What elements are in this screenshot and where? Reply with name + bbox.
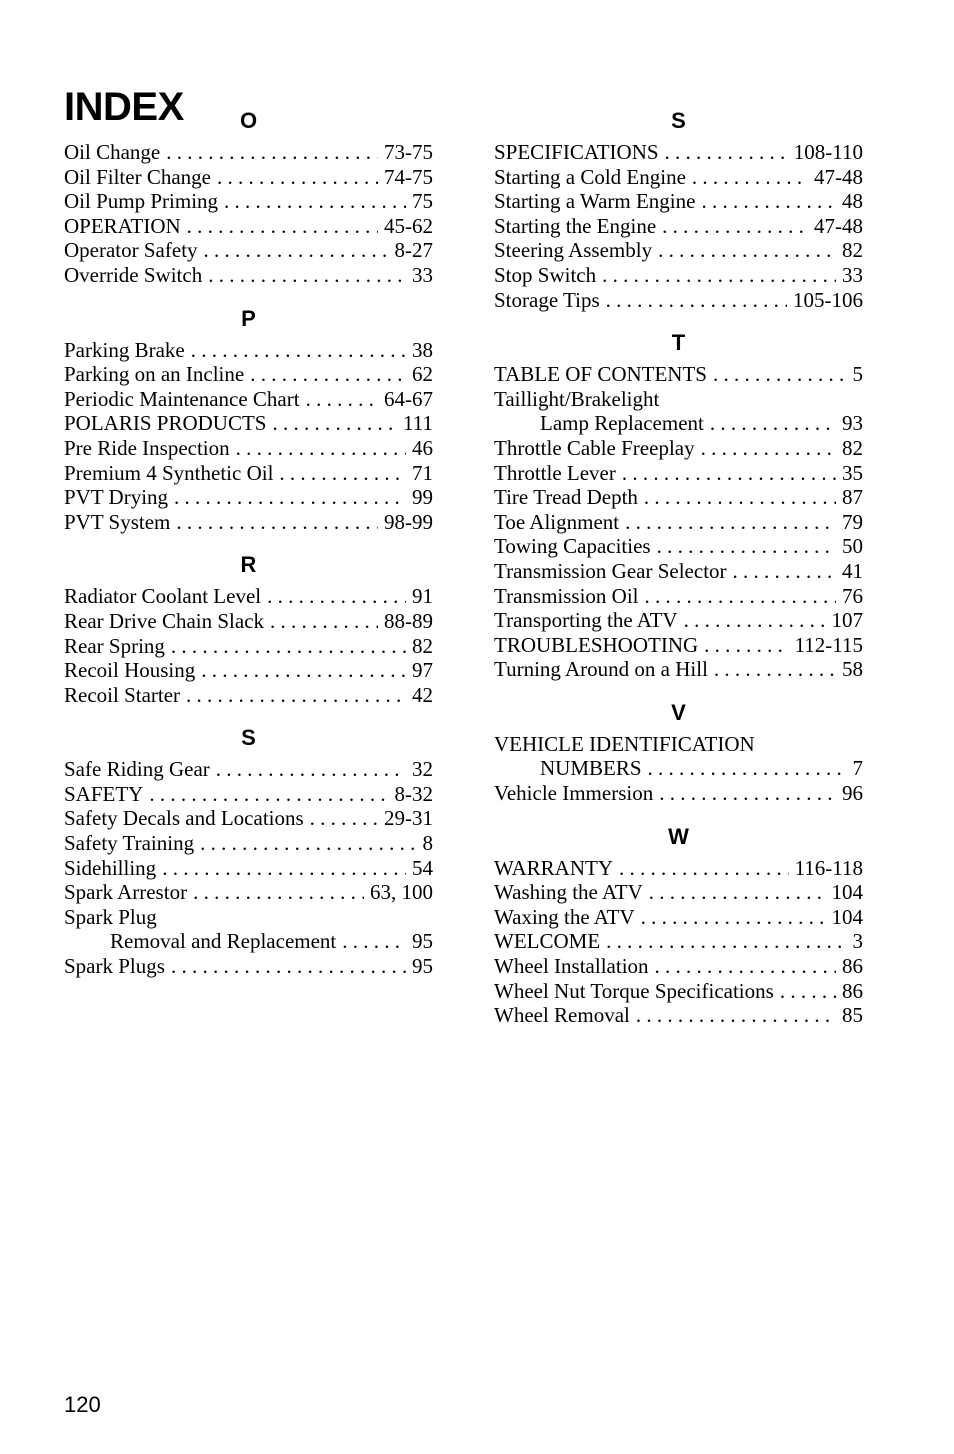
entry-page-number: 38 [412,337,433,362]
entry-page-number: 29-31 [384,806,433,831]
entry-page-number: 54 [412,855,433,880]
entry-name: Pre Ride Inspection [64,435,230,460]
index-entry [494,510,863,535]
index-entry [494,657,863,682]
entry-page-number: 58 [842,657,863,682]
index-entry [64,683,433,708]
index-entry [64,165,433,190]
entry-name: Wheel Removal [494,1003,630,1028]
dot-leader [208,263,406,288]
index-entry [494,238,863,263]
dot-leader [162,856,406,881]
dot-leader [306,387,378,412]
entry-page-number: 82 [412,633,433,658]
dot-leader [187,214,378,239]
index-entry-heading: VEHICLE IDENTIFICATION [494,731,755,756]
entry-page-number: 63, 100 [370,880,433,905]
index-entry [64,782,433,807]
entry-name: SAFETY [64,781,144,806]
dot-leader [216,757,406,782]
entry-page-number: 86 [842,954,863,979]
entry-name: WELCOME [494,929,601,954]
index-entry [494,214,863,239]
dot-leader [272,411,397,436]
index-section-o [64,106,433,302]
section-letter: R [240,552,257,578]
entry-page-number: 48 [842,189,863,214]
entry-page-number: 75 [412,189,433,214]
entry-page-number: 42 [412,682,433,707]
entry-page-number: 111 [403,411,433,436]
index-entry [64,510,433,535]
dot-leader [171,954,406,979]
dot-leader [200,831,416,856]
index-entry [64,634,433,659]
entry-page-number: 97 [412,658,433,683]
entry-name: NUMBERS [540,756,642,781]
index-entry [494,756,863,781]
entry-page-number: 62 [412,362,433,387]
entry-page-number: 104 [831,880,863,905]
index-entry-heading: Spark Plug [64,904,157,929]
entry-name: Spark Plugs [64,954,165,979]
index-entry [494,534,863,559]
index-entry [494,608,863,633]
entry-name: Throttle Cable Freeplay [494,435,695,460]
entry-page-number: 50 [842,534,863,559]
dot-leader [204,238,389,263]
entry-name: Rear Drive Chain Slack [64,608,265,633]
entry-name: Starting a Cold Engine [494,164,686,189]
entry-page-number: 47-48 [814,213,863,238]
dot-leader [645,584,836,609]
entry-page-number: 108-110 [793,140,863,164]
dot-leader [250,362,406,387]
dot-leader [684,608,826,633]
dot-leader [236,436,406,461]
index-entry [494,781,863,806]
page-title: INDEX [64,84,184,129]
index-entry [64,140,433,165]
index-entry [64,263,433,288]
index-entry [64,806,433,831]
entry-name: Safe Riding Gear [64,757,210,782]
index-entry [494,559,863,584]
index-entry [494,954,863,979]
entry-name: Sidehilling [64,855,157,880]
entry-page-number: 87 [842,485,863,510]
index-entry [494,165,863,190]
dot-leader [606,929,846,954]
dot-leader [602,263,836,288]
index-entry [494,929,863,954]
entry-name: Starting the Engine [494,213,657,238]
index-entry-list [64,757,433,992]
entry-page-number: 112-115 [794,632,863,657]
entry-name: Oil Change [64,140,161,164]
entry-page-number: 32 [412,757,433,782]
dot-leader [665,140,788,165]
dot-leader [636,1003,836,1028]
entry-page-number: 71 [412,460,433,485]
entry-page-number: 74-75 [384,164,433,189]
dot-leader [780,979,836,1004]
dot-leader [619,856,789,881]
dot-leader [714,657,836,682]
index-section-p [64,304,433,549]
index-entry [494,584,863,609]
index-entry [494,856,863,881]
section-letter: S [671,108,686,133]
index-entry [64,189,433,214]
entry-page-number: 76 [842,583,863,608]
index-entry [494,905,863,930]
entry-name: Oil Pump Priming [64,189,219,214]
entry-name: Premium 4 Synthetic Oil [64,460,274,485]
entry-page-number: 88-89 [384,608,433,633]
dot-leader [701,436,836,461]
entry-name: Waxing the ATV [494,904,635,929]
index-entry [64,954,433,979]
dot-leader [657,534,836,559]
index-entry [64,880,433,905]
entry-page-number: 3 [852,929,863,954]
dot-leader [710,411,836,436]
index-entry-list [494,732,863,820]
index-entry [494,263,863,288]
dot-leader [649,880,826,905]
entry-name: Starting a Warm Engine [494,189,696,214]
entry-name: Rear Spring [64,633,165,658]
entry-page-number: 116-118 [794,855,863,880]
dot-leader [310,806,378,831]
entry-name: Operator Safety [64,238,198,263]
entry-name: Transmission Oil [494,583,639,608]
index-entry [64,411,433,436]
entry-name: Periodic Maintenance Chart [64,386,300,411]
section-letter: V [671,699,686,725]
index-entry [64,214,433,239]
entry-name: Recoil Starter [64,682,181,707]
entry-page-number: 35 [842,460,863,485]
section-letter: W [668,823,689,849]
section-letter: O [239,108,258,133]
entry-page-number: 41 [842,558,863,583]
dot-leader [662,214,808,239]
dot-leader [279,461,406,486]
entry-name: Towing Capacities [494,534,651,559]
dot-leader [713,362,847,387]
entry-name: PVT System [64,509,171,534]
section-letter: S [241,725,256,751]
entry-name: Transmission Gear Selector [494,558,727,583]
index-entry [64,485,433,510]
entry-page-number: 5 [852,362,863,387]
dot-leader [201,658,406,683]
dot-leader [641,905,826,930]
entry-name: Vehicle Immersion [494,781,654,806]
index-entry [64,929,433,954]
entry-page-number: 8-27 [394,238,433,263]
dot-leader [217,165,378,190]
index-entry [494,436,863,461]
index-entry [494,411,863,436]
index-entry [494,288,863,313]
entry-name: Override Switch [64,262,203,287]
entry-name: Recoil Housing [64,658,196,683]
index-entry-list [494,140,863,326]
entry-name: Steering Assembly [494,238,653,263]
entry-name: Spark Arrestor [64,880,188,905]
dot-leader [193,880,364,905]
dot-leader [174,485,406,510]
entry-page-number: 96 [842,781,863,806]
index-entry [64,338,433,363]
index-entry [494,140,863,165]
index-entry [494,979,863,1004]
index-section-s [494,106,863,326]
index-entry [64,238,433,263]
entry-name: Tire Tread Depth [494,485,638,510]
index-section-r [64,550,433,721]
entry-page-number: 98-99 [384,509,433,534]
index-entry [494,189,863,214]
dot-leader [733,559,836,584]
index-entry-list [64,338,433,549]
entry-name: Throttle Lever [494,460,616,485]
entry-page-number: 85 [842,1003,863,1028]
entry-page-number: 47-48 [814,164,863,189]
index-entry [64,362,433,387]
entry-name: Turning Around on a Hill [494,657,708,682]
index-entry [64,584,433,609]
entry-name: Safety Training [64,831,195,856]
entry-name: Stop Switch [494,262,597,287]
entry-name: Parking Brake [64,337,185,362]
entry-name: Radiator Coolant Level [64,584,262,609]
index-entry-list [64,584,433,721]
index-entry [64,461,433,486]
entry-page-number: 95 [412,954,433,979]
index-entry [64,856,433,881]
entry-name: OPERATION [64,213,181,238]
entry-page-number: 93 [842,411,863,436]
index-column-left [64,106,433,993]
entry-page-number: 99 [412,485,433,510]
entry-page-number: 95 [412,929,433,954]
entry-name: TROUBLESHOOTING [494,632,699,657]
index-section-v [494,698,863,820]
dot-leader [648,756,847,781]
entry-name: PVT Drying [64,485,169,510]
index-entry-list [494,856,863,1042]
dot-leader [224,189,406,214]
entry-name: SPECIFICATIONS [494,140,659,164]
dot-leader [606,288,787,313]
index-entry [494,633,863,658]
index-entry [494,1003,863,1028]
dot-leader [658,238,836,263]
entry-page-number: 64-67 [384,386,433,411]
index-entry [64,436,433,461]
entry-page-number: 73-75 [384,140,433,164]
dot-leader [186,683,406,708]
dot-leader [267,584,406,609]
entry-page-number: 107 [831,608,863,633]
entry-page-number: 33 [842,262,863,287]
dot-leader [171,634,406,659]
entry-page-number: 8 [422,831,433,856]
entry-name: POLARIS PRODUCTS [64,411,267,436]
index-entry [494,880,863,905]
index-section-s [64,723,433,992]
entry-page-number: 91 [412,584,433,609]
index-section-w [494,822,863,1042]
entry-page-number: 33 [412,262,433,287]
index-entry-list [64,140,433,302]
entry-name: Transporting the ATV [494,608,678,633]
entry-name: Safety Decals and Locations [64,806,304,831]
entry-page-number: 46 [412,435,433,460]
dot-leader [625,510,836,535]
dot-leader [622,461,836,486]
entry-name: Washing the ATV [494,880,643,905]
index-entry [64,757,433,782]
section-letter: P [241,305,256,331]
entry-name: Wheel Nut Torque Specifications [494,978,774,1003]
entry-name: Storage Tips [494,287,600,312]
index-entry [64,831,433,856]
entry-name: Parking on an Incline [64,362,245,387]
section-letter: T [671,330,686,356]
dot-leader [342,929,406,954]
dot-leader [659,781,836,806]
index-entry [494,362,863,387]
dot-leader [166,140,378,165]
page-number: 120 [64,1392,101,1417]
entry-page-number: 86 [842,978,863,1003]
index-entry-list [494,362,863,696]
entry-page-number: 104 [831,904,863,929]
dot-leader [270,609,378,634]
entry-name: Removal and Replacement [110,929,337,954]
entry-page-number: 105-106 [793,287,863,312]
dot-leader [692,165,808,190]
index-section-t [494,328,863,696]
entry-name: WARRANTY [494,855,613,880]
entry-page-number: 82 [842,238,863,263]
entry-page-number: 79 [842,509,863,534]
dot-leader [149,782,388,807]
dot-leader [655,954,836,979]
index-entry [64,387,433,412]
entry-page-number: 45-62 [384,213,433,238]
entry-name: Oil Filter Change [64,164,211,189]
dot-leader [191,338,406,363]
index-column-right [494,106,863,1042]
entry-name: Lamp Replacement [540,411,704,436]
entry-page-number: 7 [852,756,863,781]
entry-page-number: 8-32 [394,781,433,806]
index-entry [64,609,433,634]
dot-leader [176,510,378,535]
dot-leader [701,189,836,214]
entry-name: Wheel Installation [494,954,649,979]
index-entry [494,485,863,510]
index-entry [64,658,433,683]
dot-leader [644,485,836,510]
index-entry-heading: Taillight/Brakelight [494,386,660,411]
index-entry [494,461,863,486]
dot-leader [704,633,788,658]
entry-name: TABLE OF CONTENTS [494,362,707,387]
entry-name: Toe Alignment [494,509,620,534]
entry-page-number: 82 [842,435,863,460]
